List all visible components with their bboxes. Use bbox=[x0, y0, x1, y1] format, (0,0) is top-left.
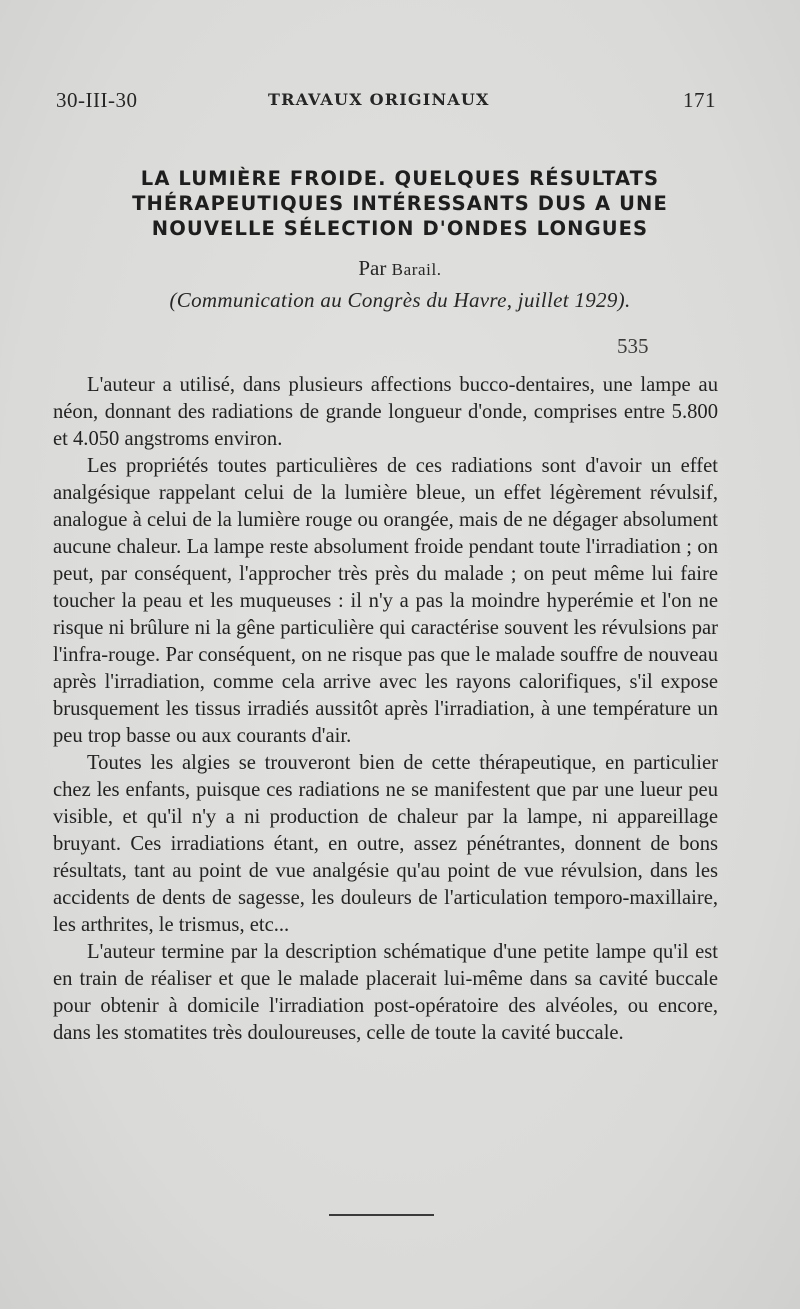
title-line-2: THÉRAPEUTIQUES INTÉRESSANTS DUS A UNE bbox=[132, 192, 668, 215]
article-title bbox=[40, 166, 760, 241]
page-number: 171 bbox=[683, 88, 716, 112]
author-line bbox=[40, 256, 760, 281]
reference-number: 535 bbox=[617, 334, 649, 358]
communication-note: (Communication au Congrès du Havre, juillet 1929). bbox=[169, 288, 631, 312]
paragraph-1: L'auteur a utilisé, dans plusieurs affections bucco-dentaires, une lampe au néon, donnant des radiations de grande longueur d'onde, comprises entre 5.800 et 4.050 angstroms environ. bbox=[53, 374, 718, 450]
author-name: Barail. bbox=[391, 260, 442, 279]
running-head bbox=[56, 88, 716, 114]
article-body bbox=[53, 372, 718, 1047]
paragraph-4: L'auteur termine par la description schématique d'une petite lampe qu'il est en train de réaliser et que le malade placerait lui-même dans sa cavité buccale pour obtenir à domicile l'irradiation post-opératoire des alvéoles, ou encore, dans les stomatites très douloureuses, celle de toute la cavité buccale. bbox=[53, 941, 718, 1044]
paragraph-3: Toutes les algies se trouveront bien de cette thérapeutique, en particulier chez les enfants, puisque ces radiations ne se manifestent que par une lueur peu visible, et qu'il n'y a ni production de chaleur par la lampe, ni appareillage bruyant. Ces irradiations étant, en outre, assez pénétrantes, donnent de bons résultats, tant au point de vue analgésie qu'au point de vue révulsion, dans les accidents de dents de sagesse, les douleurs de l'articulation temporo-maxillaire, les arthrites, le trismus, etc... bbox=[53, 752, 718, 936]
author-prefix: Par bbox=[358, 256, 387, 280]
title-line-3: NOUVELLE SÉLECTION D'ONDES LONGUES bbox=[151, 217, 649, 240]
title-line-1: LA LUMIÈRE FROIDE. QUELQUES RÉSULTATS bbox=[140, 167, 660, 190]
paragraph-2: Les propriétés toutes particulières de ces radiations sont d'avoir un effet analgésique rappelant celui de la lumière bleue, un effet légèrement révulsif, analogue à celui de la lumière rouge ou orangée, mais de ne dégager absolument aucune chaleur. La lampe reste absolument froide pendant toute l'irradiation ; on peut, par conséquent, l'approcher très près du malade ; on peut même lui faire toucher la peau et les muqueuses : il n'y a pas la moindre hyperémie et l'on ne risque ni brûlure ni la gêne particulière qui caractérise souvent les révulsions par l'infra-rouge. Par conséquent, on ne risque pas que le malade souffre de nouveau après l'irradiation, comme cela arrive avec les rayons calorifiques, s'il expose brusquement les tissus irradiés aussitôt après l'irradiation, à une température un peu trop basse ou aux courants d'air. bbox=[53, 455, 718, 747]
section-title: TRAVAUX ORIGINAUX bbox=[268, 90, 490, 109]
issue-date: 30-III-30 bbox=[56, 88, 138, 112]
end-rule bbox=[329, 1214, 434, 1216]
